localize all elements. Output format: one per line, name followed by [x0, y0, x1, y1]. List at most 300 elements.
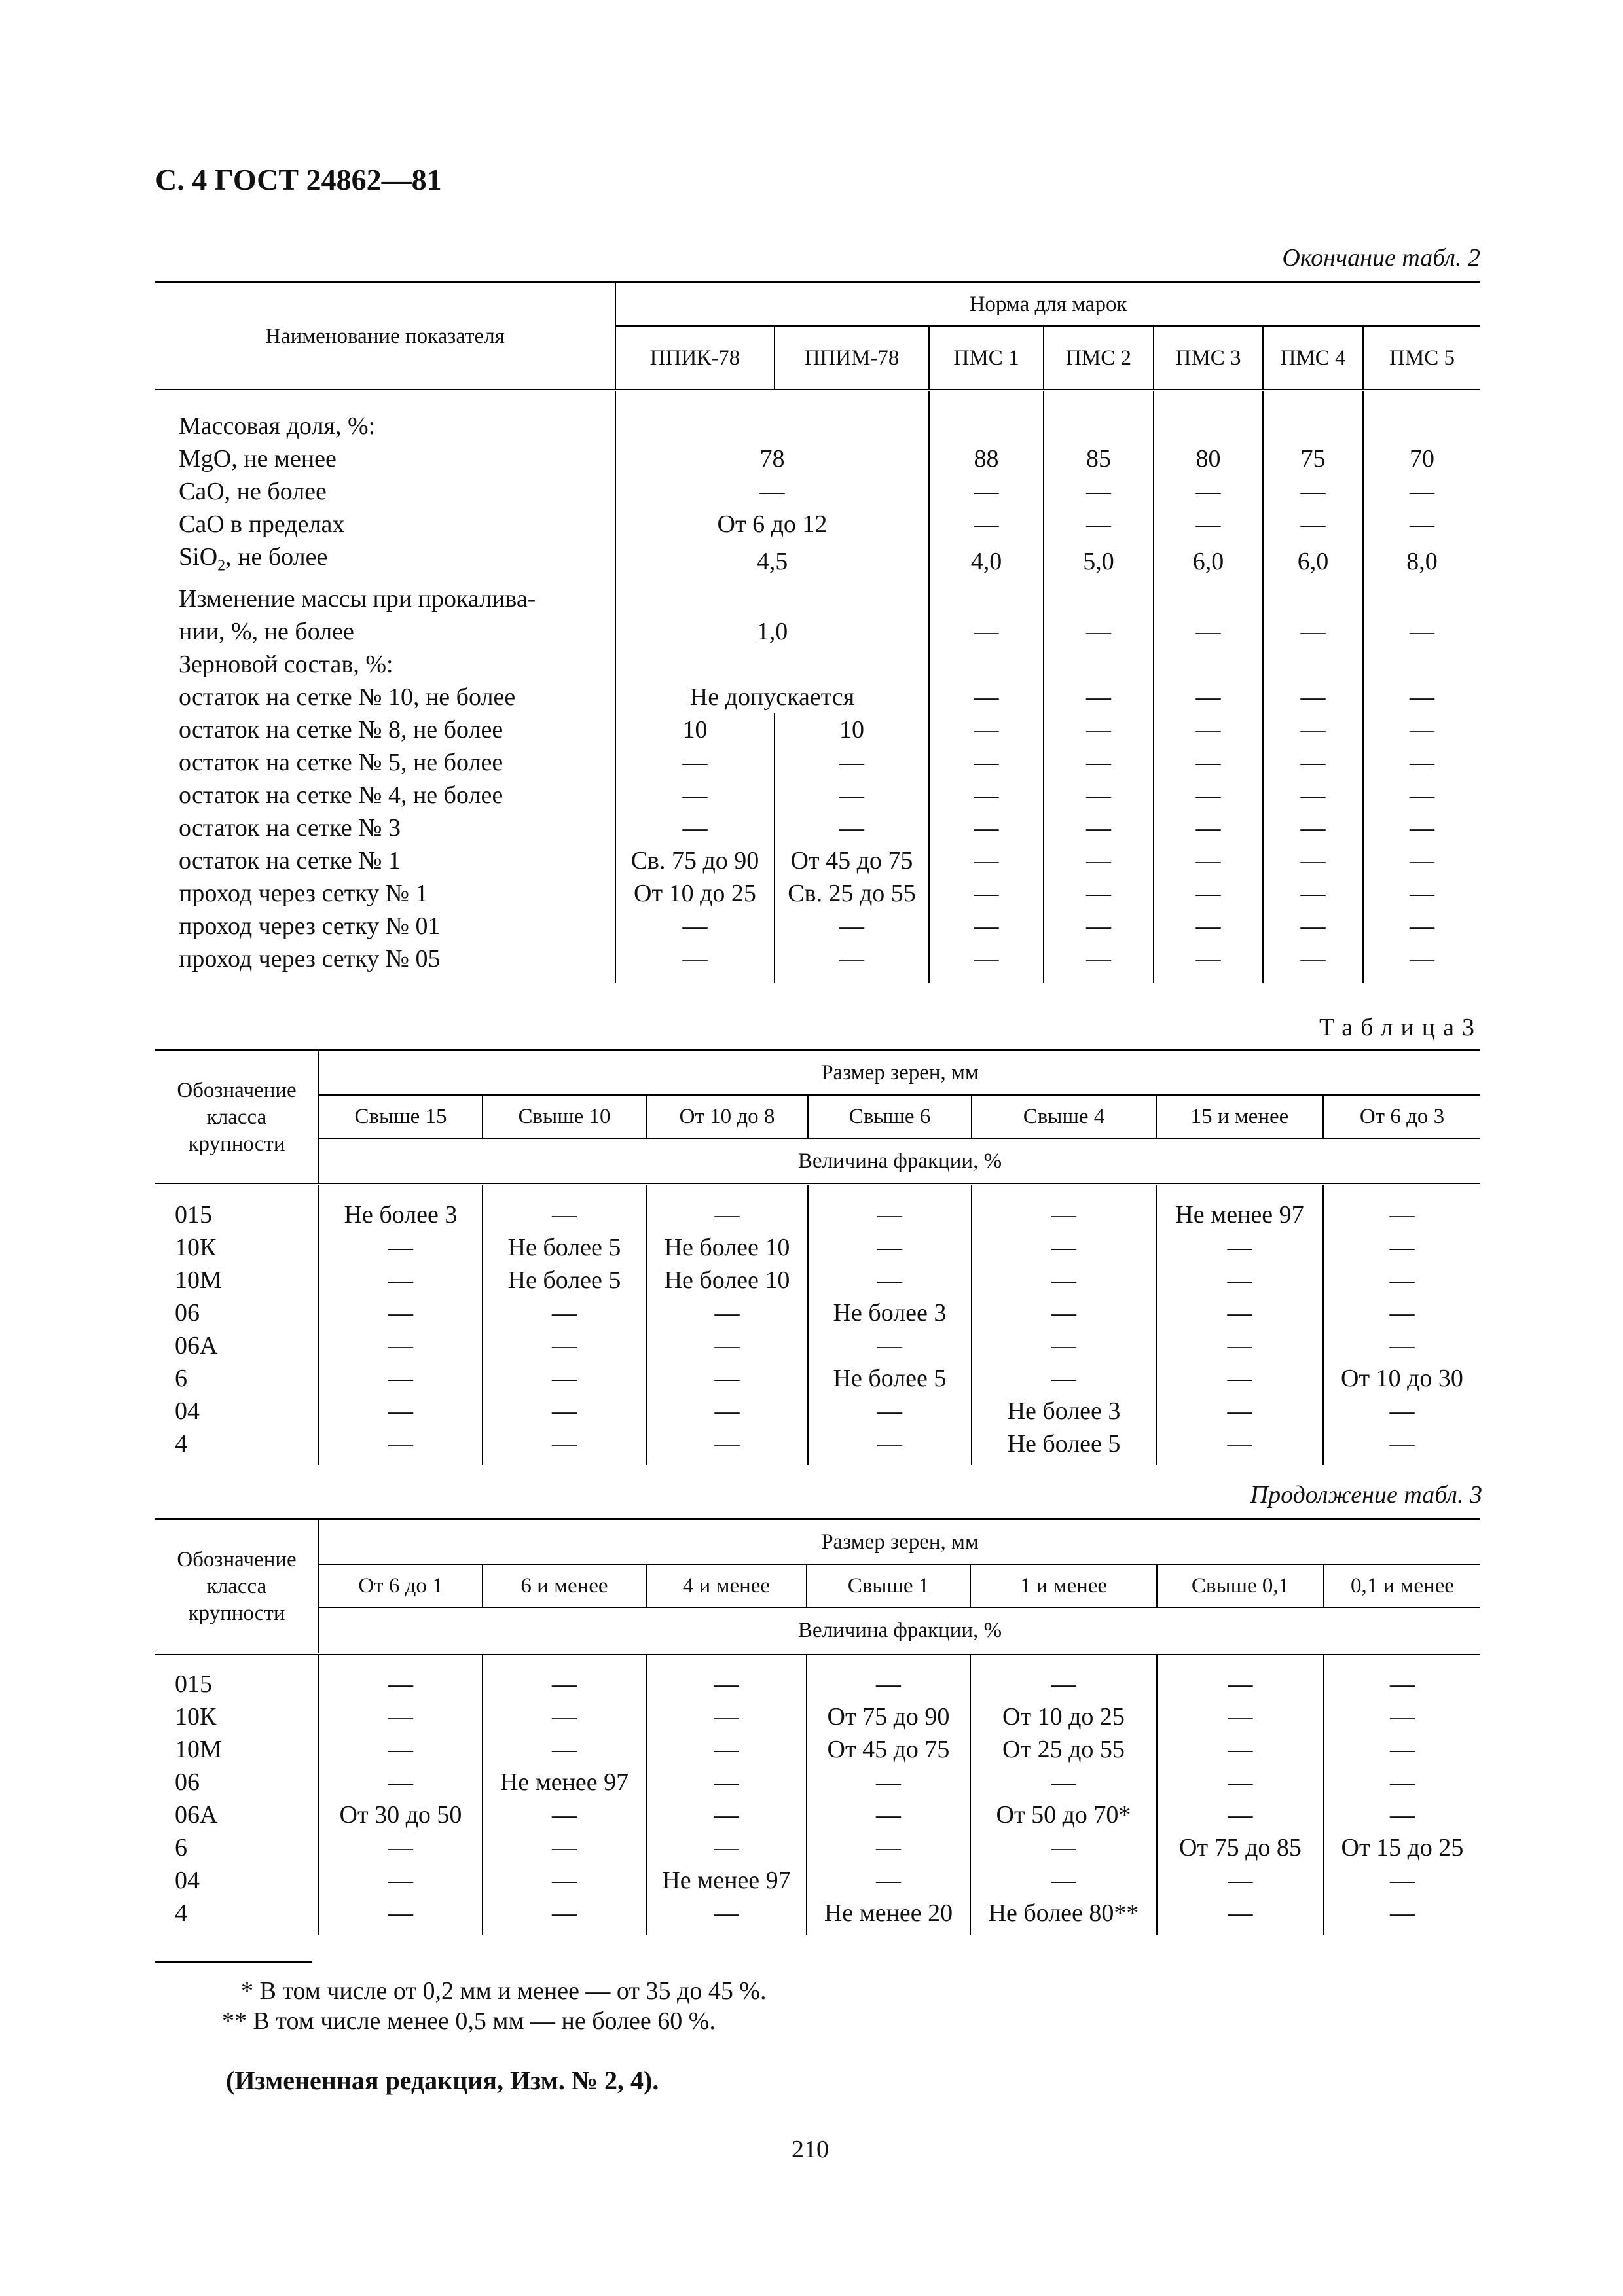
cell-value: — — [483, 1362, 646, 1395]
cell-value: — — [1154, 713, 1263, 746]
cell-value: — — [1324, 1897, 1480, 1929]
cell-value: — — [1157, 1766, 1324, 1799]
indicator-header: Наименование показателя — [155, 283, 615, 391]
cell-value: — — [1156, 1362, 1323, 1395]
amendment-note: (Измененная редакция, Изм. № 2, 4). — [226, 2066, 659, 2095]
cell-value: — — [1324, 1733, 1480, 1766]
cell-value: — — [1263, 910, 1363, 942]
cell-value: — — [972, 1297, 1156, 1329]
cell-value: — — [483, 1897, 646, 1929]
cell-value: Не более 5 — [483, 1231, 646, 1264]
mark-ppik78: ППИК-78 — [615, 326, 775, 391]
cell-value: — — [483, 1297, 646, 1329]
cell-value: — — [1044, 877, 1154, 910]
cell-value: — — [1363, 508, 1480, 541]
cell-value: Не более 10 — [646, 1231, 808, 1264]
class-code: 015 — [175, 1201, 212, 1229]
mark-pms1: ПМС 1 — [929, 326, 1044, 391]
cell-value: — — [929, 812, 1044, 844]
cell-value: — — [808, 1395, 972, 1427]
cell-value: — — [1263, 812, 1363, 844]
norm-header: Норма для марок — [615, 283, 1480, 327]
cell-value: — — [807, 1864, 970, 1897]
cell-value: — — [1154, 746, 1263, 779]
merged-ppi-value — [615, 410, 929, 442]
class-code: 6 — [175, 1365, 187, 1392]
cell-value: — — [1324, 1766, 1480, 1799]
table-row — [155, 844, 1480, 877]
cell-value: — — [319, 1297, 483, 1329]
cell-value: Не более 3 — [972, 1395, 1156, 1427]
table-row — [155, 1799, 1480, 1831]
cell-value: — — [1157, 1700, 1324, 1733]
cell-value: — — [1157, 1668, 1324, 1700]
cell-value: — — [970, 1766, 1157, 1799]
row-label: нии, %, не более — [179, 617, 354, 645]
grain-size-column-header: От 10 до 8 — [646, 1095, 808, 1138]
cell-value: — — [483, 1329, 646, 1362]
cell-value: — — [1323, 1427, 1480, 1460]
cell-value: — — [483, 1864, 646, 1897]
row-label: MgO, не менее — [179, 445, 337, 473]
cell-value: — — [1154, 877, 1263, 910]
table-row — [155, 910, 1480, 942]
ppik-value: — — [615, 812, 775, 844]
class-code: 04 — [175, 1867, 200, 1894]
cell-value: — — [646, 1362, 808, 1395]
class-code: 06А — [175, 1801, 218, 1829]
cell-value: — — [1157, 1799, 1324, 1831]
mark-ppim78: ППИМ-78 — [775, 326, 929, 391]
merged-ppi-value: — — [615, 475, 929, 508]
cell-value: Не менее 97 — [483, 1766, 646, 1799]
cell-value: 85 — [1044, 442, 1154, 475]
cell-value — [1044, 583, 1154, 615]
cell-value: — — [1044, 746, 1154, 779]
cell-value: — — [1324, 1864, 1480, 1897]
cell-value: — — [1323, 1231, 1480, 1264]
cell-value: От 30 до 50 — [319, 1799, 483, 1831]
cell-value — [929, 410, 1044, 442]
cell-value: — — [1324, 1700, 1480, 1733]
cell-value: Не менее 97 — [1156, 1198, 1323, 1231]
cell-value: — — [1156, 1231, 1323, 1264]
cell-value: — — [929, 681, 1044, 713]
cell-value — [1363, 410, 1480, 442]
cell-value — [1044, 648, 1154, 681]
row-label: Массовая доля, %: — [179, 412, 376, 440]
cell-value: — — [1154, 681, 1263, 713]
table3-continued — [155, 1518, 1480, 1935]
cell-value: От 25 до 55 — [970, 1733, 1157, 1766]
row-label: Изменение массы при прокалива- — [179, 584, 536, 613]
cell-value: — — [483, 1700, 646, 1733]
cell-value: — — [929, 475, 1044, 508]
cell-value: — — [970, 1831, 1157, 1864]
merged-ppi-value: 78 — [615, 442, 929, 475]
merged-ppi-value — [615, 583, 929, 615]
cell-value: — — [319, 1362, 483, 1395]
cell-value: — — [929, 877, 1044, 910]
table-row — [155, 1264, 1480, 1297]
grain-size-column-header: Свыше 6 — [808, 1095, 972, 1138]
cell-value: — — [1156, 1329, 1323, 1362]
row-label: остаток на сетке № 4, не более — [179, 781, 503, 809]
mark-pms4: ПМС 4 — [1263, 326, 1363, 391]
cell-value: Не менее 20 — [807, 1897, 970, 1929]
ppik-value: — — [615, 910, 775, 942]
ppim-value: От 45 до 75 — [775, 844, 929, 877]
cell-value — [1044, 410, 1154, 442]
table-row — [155, 648, 1480, 681]
cell-value: — — [1263, 942, 1363, 975]
table-row — [155, 1700, 1480, 1733]
cell-value: — — [929, 713, 1044, 746]
cell-value: — — [319, 1329, 483, 1362]
cell-value: 80 — [1154, 442, 1263, 475]
cell-value: — — [646, 1766, 807, 1799]
grain-size-column-header: Свыше 10 — [483, 1095, 646, 1138]
cell-value: — — [483, 1198, 646, 1231]
cell-value: — — [1263, 508, 1363, 541]
cell-value: — — [1156, 1427, 1323, 1460]
cell-value: — — [1323, 1329, 1480, 1362]
ppim-value: — — [775, 812, 929, 844]
cell-value: Не более 3 — [808, 1297, 972, 1329]
merged-ppi-value: Не допускается — [615, 681, 929, 713]
class-code: 06 — [175, 1299, 200, 1327]
table-row — [155, 1297, 1480, 1329]
cell-value: — — [972, 1231, 1156, 1264]
class-header: Обозначение класса крупности — [155, 1050, 319, 1185]
class-code: 10М — [175, 1736, 222, 1763]
cell-value: — — [1044, 508, 1154, 541]
cell-value: — — [1044, 942, 1154, 975]
grain-size-column-header: От 6 до 3 — [1323, 1095, 1480, 1138]
ppim-value: Св. 25 до 55 — [775, 877, 929, 910]
cell-value: — — [929, 910, 1044, 942]
ppim-value: — — [775, 910, 929, 942]
cell-value: — — [1154, 942, 1263, 975]
cell-value: Не более 5 — [972, 1427, 1156, 1460]
page-number: 210 — [792, 2136, 829, 2163]
row-label: CaO в пределах — [179, 511, 345, 538]
cell-value: — — [972, 1329, 1156, 1362]
cell-value: — — [1363, 910, 1480, 942]
cell-value: 75 — [1263, 442, 1363, 475]
mark-pms3: ПМС 3 — [1154, 326, 1263, 391]
cell-value: Не более 80** — [970, 1897, 1157, 1929]
cell-value: — — [646, 1831, 807, 1864]
table-row — [155, 583, 1480, 615]
table-row — [155, 1766, 1480, 1799]
cell-value: — — [972, 1264, 1156, 1297]
footnote-1: * В том числе от 0,2 мм и менее — от 35 до 45 %. — [241, 1977, 767, 2005]
cell-value: — — [1154, 779, 1263, 812]
cell-value: — — [1263, 681, 1363, 713]
class-code: 10К — [175, 1703, 217, 1731]
cell-value: — — [1363, 681, 1480, 713]
cell-value: Не более 3 — [319, 1198, 483, 1231]
cell-value: Не более 5 — [808, 1362, 972, 1395]
cell-value: — — [1263, 877, 1363, 910]
class-code: 10К — [175, 1234, 217, 1261]
cell-value — [1154, 410, 1263, 442]
table-row — [155, 475, 1480, 508]
row-label: остаток на сетке № 5, не более — [179, 748, 503, 776]
cell-value: — — [808, 1264, 972, 1297]
cell-value: — — [319, 1864, 483, 1897]
ppik-value: — — [615, 779, 775, 812]
ppik-value: Св. 75 до 90 — [615, 844, 775, 877]
cell-value: — — [1263, 475, 1363, 508]
table-row — [155, 942, 1480, 975]
cell-value: — — [646, 1427, 808, 1460]
table3-caption: Таблица3 — [1319, 1014, 1482, 1041]
mark-pms2: ПМС 2 — [1044, 326, 1154, 391]
table2 — [155, 281, 1480, 983]
cell-value: — — [483, 1831, 646, 1864]
table-row — [155, 746, 1480, 779]
table-row — [155, 1427, 1480, 1460]
cell-value: 70 — [1363, 442, 1480, 475]
cell-value: — — [807, 1766, 970, 1799]
cell-value: От 75 до 85 — [1157, 1831, 1324, 1864]
cell-value: 4,0 — [929, 541, 1044, 583]
cell-value: От 75 до 90 — [807, 1700, 970, 1733]
ppim-value: 10 — [775, 713, 929, 746]
cell-value: — — [1044, 910, 1154, 942]
table-row — [155, 1329, 1480, 1362]
grain-size-column-header: Свыше 1 — [807, 1564, 970, 1607]
grain-size-column-header: Свыше 0,1 — [1157, 1564, 1324, 1607]
table-row — [155, 1231, 1480, 1264]
cell-value: — — [808, 1427, 972, 1460]
cell-value: 5,0 — [1044, 541, 1154, 583]
cell-value — [1263, 648, 1363, 681]
cell-value: — — [929, 779, 1044, 812]
table-row — [155, 812, 1480, 844]
cell-value: — — [1263, 615, 1363, 648]
cell-value: — — [970, 1864, 1157, 1897]
class-code: 06А — [175, 1332, 218, 1359]
cell-value: — — [1157, 1897, 1324, 1929]
cell-value: — — [646, 1198, 808, 1231]
cell-value: — — [319, 1668, 483, 1700]
row-label: проход через сетку № 05 — [179, 944, 441, 973]
table-row — [155, 1864, 1480, 1897]
footnote-separator — [155, 1961, 312, 1963]
cell-value: — — [1323, 1395, 1480, 1427]
cell-value: Не более 10 — [646, 1264, 808, 1297]
cell-value: — — [1363, 877, 1480, 910]
cell-value: — — [1154, 844, 1263, 877]
cell-value — [929, 583, 1044, 615]
class-header: Обозначение класса крупности — [155, 1520, 319, 1654]
cell-value: — — [1044, 844, 1154, 877]
ppim-value: — — [775, 942, 929, 975]
cell-value: 6,0 — [1154, 541, 1263, 583]
cell-value: — — [483, 1799, 646, 1831]
cell-value: — — [319, 1733, 483, 1766]
footnote-2: ** В том числе менее 0,5 мм — не более 60 %. — [222, 2007, 716, 2035]
cell-value: — — [646, 1733, 807, 1766]
cell-value: — — [319, 1395, 483, 1427]
row-label: проход через сетку № 1 — [179, 879, 428, 907]
grain-size-header: Размер зерен, мм — [319, 1520, 1480, 1565]
cell-value: — — [319, 1700, 483, 1733]
cell-value: 8,0 — [1363, 541, 1480, 583]
cell-value: — — [1044, 779, 1154, 812]
table-row — [155, 615, 1480, 648]
cell-value: — — [1363, 812, 1480, 844]
cell-value: — — [929, 746, 1044, 779]
cell-value: — — [1044, 475, 1154, 508]
cell-value: — — [319, 1264, 483, 1297]
cell-value: — — [1154, 615, 1263, 648]
cell-value: — — [807, 1668, 970, 1700]
cell-value: — — [1156, 1264, 1323, 1297]
grain-size-column-header: 15 и менее — [1156, 1095, 1323, 1138]
row-label: SiO$_2$, не более — [179, 543, 328, 575]
cell-value: — — [1156, 1395, 1323, 1427]
cell-value: — — [1154, 910, 1263, 942]
table-row — [155, 1395, 1480, 1427]
ppik-value: 10 — [615, 713, 775, 746]
ppim-value: — — [775, 779, 929, 812]
merged-ppi-value: 1,0 — [615, 615, 929, 648]
merged-ppi-value — [615, 648, 929, 681]
table-row — [155, 508, 1480, 541]
table-row — [155, 1362, 1480, 1395]
cell-value: — — [1044, 615, 1154, 648]
cell-value: Не менее 97 — [646, 1864, 807, 1897]
cell-value: — — [483, 1668, 646, 1700]
cell-value: От 15 до 25 — [1324, 1831, 1480, 1864]
mark-pms5: ПМС 5 — [1363, 326, 1480, 391]
cell-value: — — [970, 1668, 1157, 1700]
table-row — [155, 779, 1480, 812]
cell-value: — — [319, 1766, 483, 1799]
cell-value: — — [1363, 746, 1480, 779]
cell-value: — — [972, 1362, 1156, 1395]
cell-value: — — [1044, 681, 1154, 713]
cell-value: — — [929, 844, 1044, 877]
grain-size-column-header: 4 и менее — [646, 1564, 807, 1607]
cell-value: — — [483, 1733, 646, 1766]
class-code: 04 — [175, 1397, 200, 1425]
table-row — [155, 713, 1480, 746]
cell-value: — — [646, 1395, 808, 1427]
cell-value: — — [972, 1198, 1156, 1231]
cell-value: — — [646, 1700, 807, 1733]
grain-size-column-header: 0,1 и менее — [1324, 1564, 1480, 1607]
cell-value: — — [646, 1897, 807, 1929]
cell-value: — — [319, 1427, 483, 1460]
cell-value: — — [1263, 746, 1363, 779]
row-label: остаток на сетке № 1 — [179, 846, 401, 874]
row-label: остаток на сетке № 3 — [179, 814, 401, 842]
cell-value: — — [929, 942, 1044, 975]
class-code: 10М — [175, 1266, 222, 1294]
merged-ppi-value: 4,5 — [615, 541, 929, 583]
cell-value: — — [929, 508, 1044, 541]
cell-value: — — [1323, 1264, 1480, 1297]
cell-value: — — [807, 1799, 970, 1831]
cell-value: От 50 до 70* — [970, 1799, 1157, 1831]
cell-value: — — [1156, 1297, 1323, 1329]
cell-value: — — [1323, 1198, 1480, 1231]
cell-value: Не более 5 — [483, 1264, 646, 1297]
cell-value: — — [808, 1329, 972, 1362]
cell-value: — — [1363, 942, 1480, 975]
class-code: 06 — [175, 1768, 200, 1796]
cell-value — [929, 648, 1044, 681]
table-row — [155, 1831, 1480, 1864]
cell-value: — — [1154, 508, 1263, 541]
cell-value — [1263, 583, 1363, 615]
cell-value: — — [808, 1198, 972, 1231]
cell-value: От 10 до 30 — [1323, 1362, 1480, 1395]
cell-value: — — [483, 1395, 646, 1427]
cell-value: — — [929, 615, 1044, 648]
ppik-value: — — [615, 746, 775, 779]
cell-value: — — [808, 1231, 972, 1264]
cell-value: — — [319, 1231, 483, 1264]
cell-value: — — [1044, 812, 1154, 844]
row-label: Зерновой состав, %: — [179, 650, 393, 678]
cell-value: — — [646, 1297, 808, 1329]
cell-value: — — [319, 1831, 483, 1864]
table-row — [155, 1198, 1480, 1231]
class-code: 6 — [175, 1834, 187, 1861]
cell-value: — — [646, 1799, 807, 1831]
cell-value: — — [1363, 615, 1480, 648]
cell-value: От 45 до 75 — [807, 1733, 970, 1766]
cell-value — [1263, 410, 1363, 442]
cell-value: — — [1157, 1733, 1324, 1766]
cell-value: — — [1363, 779, 1480, 812]
table-row — [155, 541, 1480, 583]
fraction-header: Величина фракции, % — [319, 1607, 1480, 1654]
grain-size-column-header: 6 и менее — [483, 1564, 646, 1607]
cell-value: — — [1263, 779, 1363, 812]
cell-value: — — [1363, 713, 1480, 746]
cell-value — [1154, 583, 1263, 615]
cell-value: — — [646, 1668, 807, 1700]
cell-value: — — [807, 1831, 970, 1864]
cell-value: 6,0 — [1263, 541, 1363, 583]
cell-value: — — [319, 1897, 483, 1929]
row-label: остаток на сетке № 10, не более — [179, 683, 516, 711]
row-label: CaO, не более — [179, 478, 327, 505]
fraction-header: Величина фракции, % — [319, 1138, 1480, 1185]
class-code: 4 — [175, 1430, 187, 1458]
cell-value: — — [1263, 844, 1363, 877]
merged-ppi-value: От 6 до 12 — [615, 508, 929, 541]
class-code: 4 — [175, 1899, 187, 1927]
grain-size-column-header: Свыше 15 — [319, 1095, 483, 1138]
cell-value — [1154, 648, 1263, 681]
cell-value: — — [646, 1329, 808, 1362]
table3 — [155, 1049, 1480, 1465]
cell-value: 88 — [929, 442, 1044, 475]
table-row — [155, 1733, 1480, 1766]
table-row — [155, 442, 1480, 475]
cell-value: От 10 до 25 — [970, 1700, 1157, 1733]
table-row — [155, 410, 1480, 442]
table-row — [155, 877, 1480, 910]
